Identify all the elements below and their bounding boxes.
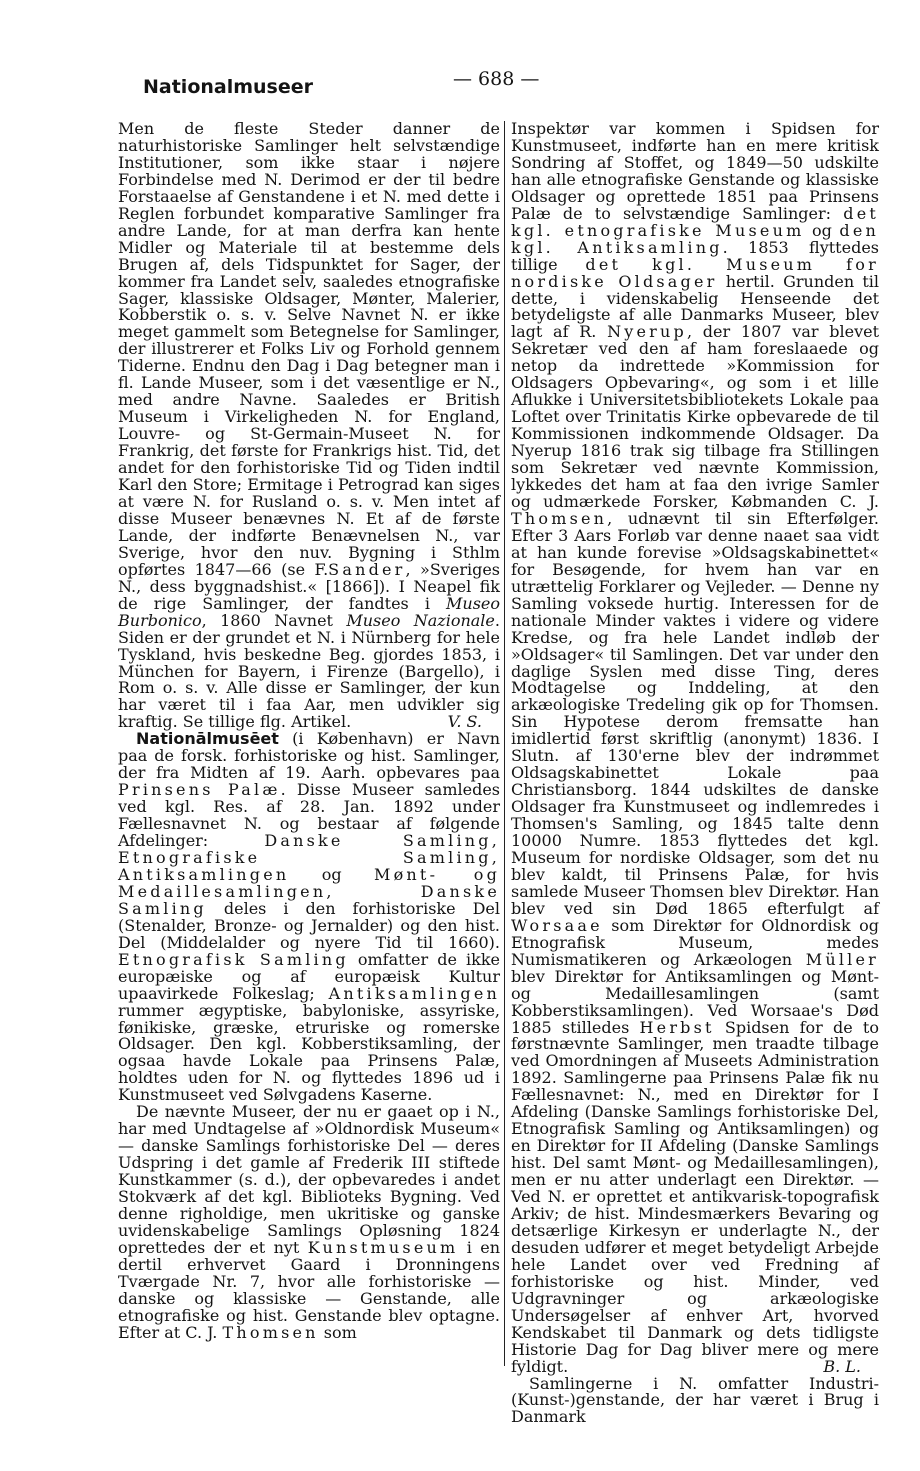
left-column: [118, 121, 500, 1342]
entry-nationalmuseet: Nationālmusēet (i København) er Navn paa de forsk. forhistoriske og hist. Samlinger, der fra Midten af 19. Aarh. opbevares paa Prinsens Palæ. Disse Museer samledes ved kgl. Res. af 28. Jan. 1892 under Fællesnavnet N. og bestaar af følgende Afdelinger: Danske Samling, Etnografiske Samling, Antiksamlingen og Mønt- og Medaillesamlingen, Danske Samling deles i den forhistoriske Del (Stenalder, Bronze- og Jernalder) og den hist. Del (Middelalder og nyere Tid til 1660). Etnografisk Samling omfatter de ikke europæiske og af europæisk Kultur upaavirkede Folkeslag; Antiksamlingen rummer ægyptiske, babyloniske, assyriske, fønikiske, græske, etruriske og romerske Oldsager. Den kgl. Kobberstiksamling, der ogsaa havde Lokale paa Prinsens Palæ, holdtes uden for N. og flyttedes 1896 ud i Kunstmuseet ved Sølvgadens Kaserne.: [118, 729, 501, 1105]
italic-title: Museo Nazionale: [346, 610, 495, 630]
running-head: Nationalmuseer: [143, 76, 314, 98]
right-column: [511, 121, 879, 1426]
italic-title: Museo Burbonico: [118, 593, 501, 630]
paragraph-collections: Samlingerne i N. omfatter Industri- (Kunst-)genstande, der har været i Brug i Danmark: [511, 1373, 879, 1427]
paragraph-continuation: Inspektør var kommen i Spidsen for Kunstmuseet, indførte han en mere kritisk Sondring af Stoffet, og 1849—50 udskilte han alle etnografiske Genstande og klassiske Oldsager og oprettede 1851 paa Prinsens Palæ de to selvstændige Samlinger: det kgl. etnografiske Museum og den kgl. Antiksamling. 1853 flyttedes tillige det kgl. Museum for nordiske Oldsager hertil. Grunden til dette, i videnskabelig Henseende det betydeligste af alle Danmarks Museer, blev lagt af R. Nyerup, der 1807 var blevet Sekretær ved den af ham foreslaaede og netop da indrettede »Kommission for Oldsagers Opbevaring«, og som i et lille Aflukke i Universitetsbibliotekets Lokale paa Loftet over Trinitatis Kirke opbevarede de til Kommissionen indkommende Oldsager. Da Nyerup 1816 trak sig tilbage fra Stillingen som Sekretær ved nævnte Kommission, lykkedes det ham at faa den ivrige Samler og udmærkede Forsker, Købmanden C. J. Thomsen, udnævnt til sin Efterfølger. Efter 3 Aars Forløb var denne naaet saa vidt at han kunde forevise »Oldsagskabinettet« for Besøgende, for hvem han var en utrættelig Forklarer og Vejleder. — Denne ny Samling voksede hurtig. Interessen for de nationale Minder vaktes i videre og videre Kredse, og fra hele Landet indløb der »Oldsager« til Samlingen. Det var under den daglige Syslen med disse Ting, deres Modtagelse og Inddeling, at den arkæologiske Tredeling gik op for Thomsen. Sin Hypotese derom fremsatte han imidlertid først skriftlig (anonymt) 1836. I Slutn. af 130'erne blev der indrømmet Oldsagskabinettet Lokale paa Christiansborg. 1844 udskiltes de danske Oldsager fra Kunstmuseet og indlemredes i Thomsen's Samling, og 1845 talte denn 10000 Numre. 1853 flyttedes det kgl. Museum for nordiske Oldsager, som det nu blev kaldt, til Prinsens Palæ, for hvis samlede Museer Thomsen blev Direktør. Han blev ved sin Død 1865 efterfulgt af Worsaae som Direktør for Oldnordisk og Etnografisk Museum, medes Numismatikeren og Arkæologen Müller blev Direktør for Antiksamlingen og Mønt- og Medaillesamlingen (samt Kobberstiksamlingen). Ved Worsaae's Død 1885 stilledes Herbst Spidsen for de to førstnævnte Samlinger, men traadte tilbage ved Omordningen af Museets Administration 1892. Samlingerne paa Prinsens Palæ fik nu Fællesnavnet: N., med en Direktør for I Afdeling (Danske Samlings forhistoriske Del, Etnografisk Samling og Antiksamlingen) og en Direktør for II Afdeling (Danske Samlings hist. Del samt Mønt- og Medaillesamlingen), men er nu atter underlagt een Direktør. — Ved N. er oprettet et antikvarisk-topografisk Arkiv; de hist. Mindesmærkers Bevaring og detsærlige Kirkesyn er underlagte N., der desuden udfører et meget betydeligt Arbejde hele Landet over ved Fredning af forhistoriske og hist. Minder, ved Udgravninger og arkæologiske Undersøgelser af enhver Art, hvorved Kendskabet til Danmark og dets tidligste Historie Dag for Dag bliver mere og mere fyldigt. B. L.: [511, 119, 880, 1376]
column-divider: [504, 121, 505, 1366]
page-number: — 688 —: [453, 68, 540, 90]
paragraph-museums-general: Men de fleste Steder danner de naturhistoriske Samlinger helt selvstændige Institutioner, som ikke staar i nøjere Forbindelse med N. Derimod er der til bedre Forstaaelse af Genstandene i et N. med dette i Reglen forbundet komparative Samlinger fra andre Lande, for at man derfra kan hente Midler og Materiale til at bestemme dels Brugen af, dels Tidspunktet for Sager, der kommer fra Landet selv, saaledes etnografiske Sager, klassiske Oldsager, Mønter, Malerier, Kobberstik o. s. v. Selve Navnet N. er ikke meget gammelt som Betegnelse for Samlinger, der illustrerer et Folks Liv og Forhold gennem Tiderne. Endnu den Dag i Dag betegner man i fl. Lande Museer, som i det væsentlige er N., med andre Navne. Saaledes er British Museum i Virkeligheden N. for England, Louvre- og St-Germain-Museet N. for Frankrig, det første for Frankrigs hist. Tid, det andet for den forhistoriske Tid og Tiden indtil Karl den Store; Ermitage i Petrograd kan siges at være N. for Rusland o. s. v. Men intet af disse Museer benævnes N. Et af de første Lande, der indførte Benævnelsen N., var Sverige, hvor den nuv. Bygning i Sthlm opførtes 1847—66 (se F.Sander, »Sveriges N., dess byggnadshist.« [1866]). I Neapel fik de rige Samlinger, der fandtes i Museo Burbonico, 1860 Navnet Museo Nazionale. Siden er der grundet et N. i Nürnberg for hele Tyskland, hvis beskedne Beg. gjordes 1853, i München for Bayern, i Firenze (Bargello), i Rom o. s. v. Alle disse er Samlinger, der kun har været til i faa Aar, men udvikler sig kraftig. Se tillige flg. Artikel. V. S.: [118, 119, 501, 732]
spaced-name: Sander: [328, 559, 406, 579]
paragraph-history: De nævnte Museer, der nu er gaaet op i N., har med Undtagelse af »Oldnordisk Museum« — danske Samlings forhistoriske Del — deres Udspring i det gamle af Frederik III stiftede Kunstkammer (s. d.), der opbevaredes i andet Stokværk af det kgl. Biblioteks Bygning. Ved denne righoldige, men ukritiske og ganske uvidenskabelige Samlings Opløsning 1824 oprettedes der et nyt Kunstmuseum i en dertil erhvervet Gaard i Dronningens Tværgade Nr. 7, hvor alle forhistoriske — danske og klassiske — Genstande, alle etnografiske og hist. Genstande blev optagne. Efter at C. J. Thomsen som: [118, 1102, 500, 1342]
entry-headword: Nationālmusēet: [136, 729, 279, 749]
author-signature: V. S.: [447, 712, 482, 732]
author-signature: B. L.: [823, 1356, 861, 1376]
